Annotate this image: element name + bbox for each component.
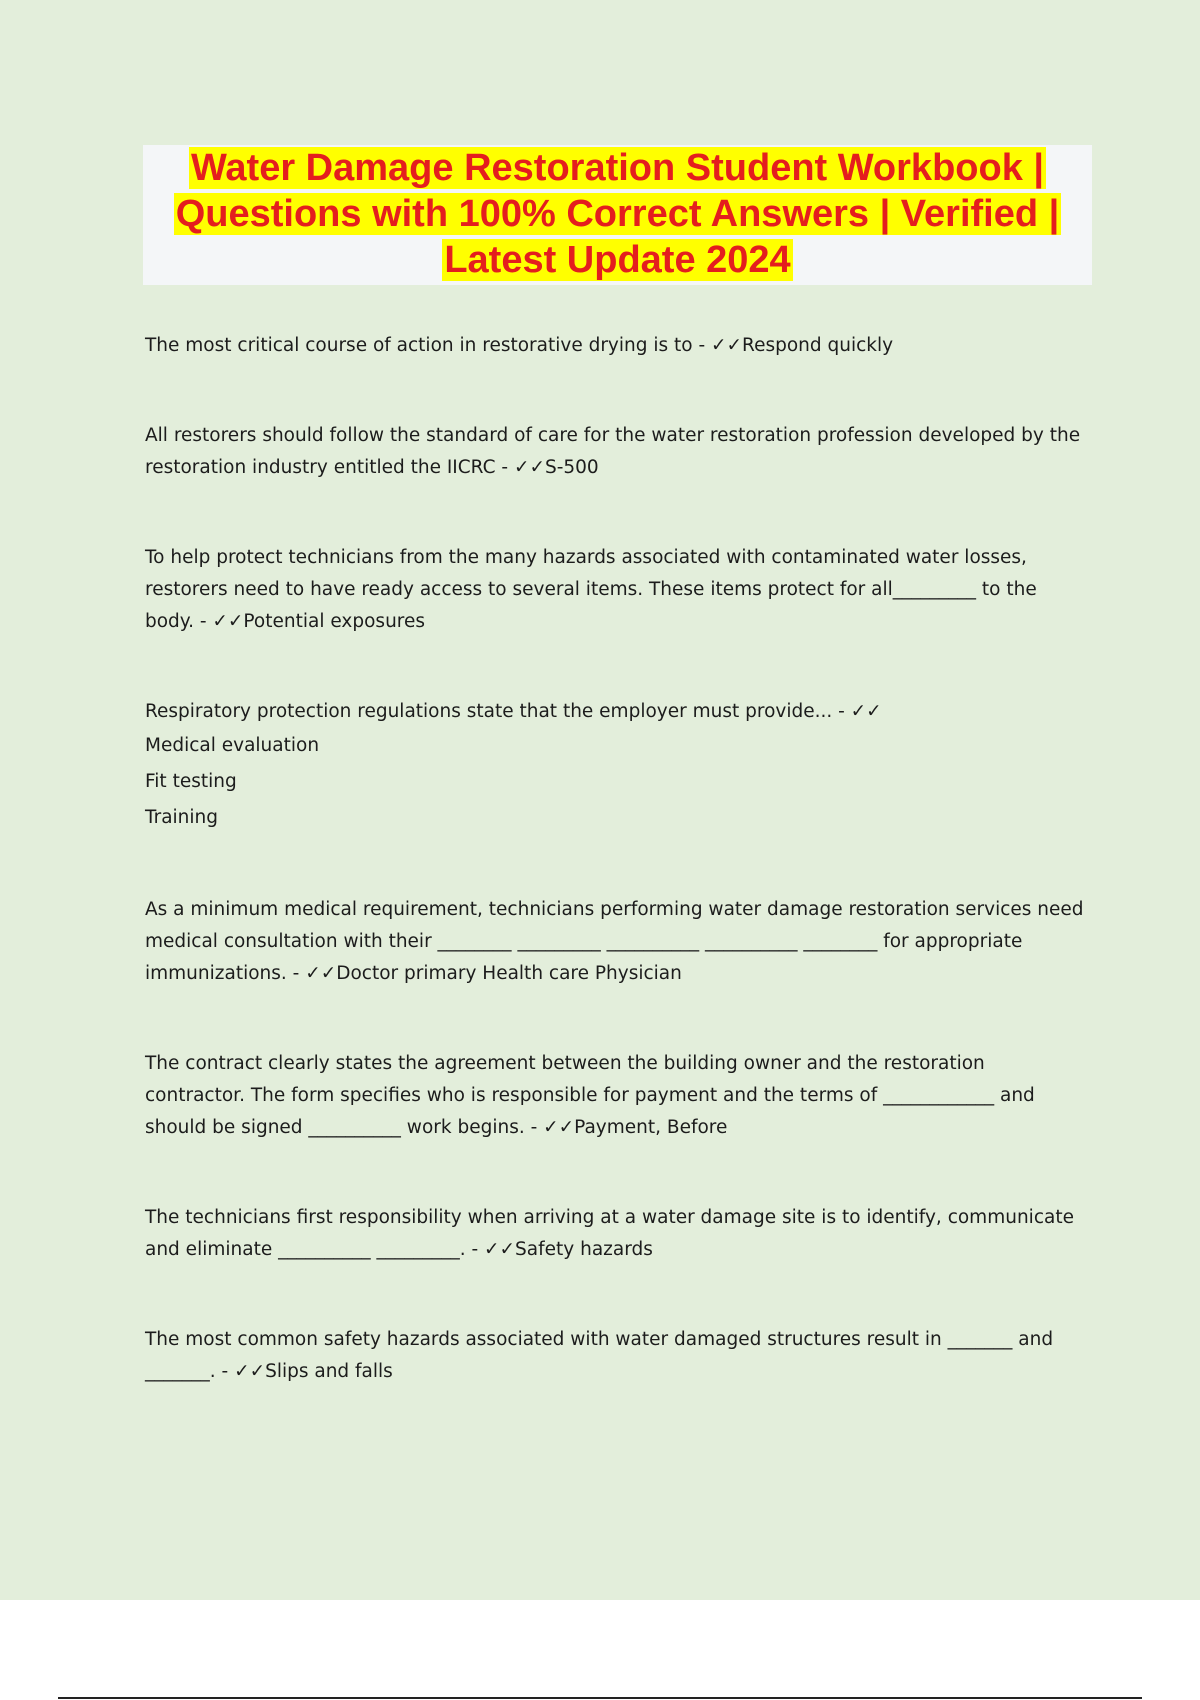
qa-text: Respiratory protection regulations state that the employer must provide... - ✓✓ [145,701,882,722]
qa-text: All restorers should follow the standard of care for the water restoration profession developed by the restoration industry entitled the IICRC - ✓✓S-500 [145,425,1081,478]
qa-item [145,696,1085,836]
qa-item [145,1048,1085,1144]
qa-list [145,330,1085,1446]
qa-answer: Fit testing [145,771,237,792]
title-line-3: Latest Update 2024 [444,239,791,281]
qa-answer: Training [145,807,218,828]
qa-text: The most common safety hazards associated with water damaged structures result in _______ and _______. - ✓✓Slips and falls [145,1329,1054,1382]
qa-text: To help protect technicians from the many hazards associated with contaminated water losses, restorers need to have ready access to several items. These items protect for all_________ to the body. - ✓✓Potential exposures [145,547,1037,632]
title-line-2: Questions with 100% Correct Answers | Verified | [175,193,1060,235]
qa-text: The technicians first responsibility when arriving at a water damage site is to identify, communicate and eliminate __________ _________. - ✓✓Safety hazards [145,1207,1074,1260]
qa-text: The contract clearly states the agreement between the building owner and the restoration contractor. The form specifies who is responsible for payment and the terms of ____________ and should be signed __________ work begins. - ✓✓Payment, Before [145,1053,1035,1138]
qa-text: As a minimum medical requirement, technicians performing water damage restoration services need medical consultation with their ________ _________ __________ __________ ________ for appropriate immunizations. - ✓✓Doctor primary Health care Physician [145,899,1084,984]
qa-item [145,542,1085,638]
qa-item [145,1202,1085,1266]
qa-answer: Medical evaluation [145,735,320,756]
document-title [143,145,1092,285]
footer-divider [58,1697,1142,1699]
qa-text: The most critical course of action in restorative drying is to - ✓✓Respond quickly [145,335,894,356]
qa-item [145,1324,1085,1388]
qa-item [145,894,1085,990]
qa-item [145,330,1085,362]
qa-item [145,420,1085,484]
title-line-1: Water Damage Restoration Student Workbook | [190,147,1045,189]
